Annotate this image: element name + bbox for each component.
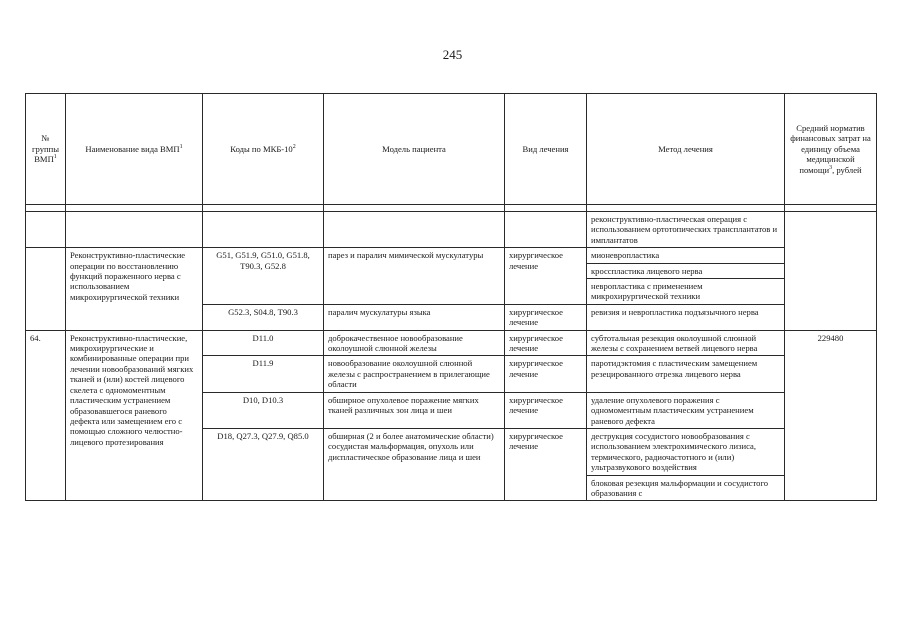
icd-codes-cell: D11.0 [203,330,324,356]
vmp-table [25,93,877,501]
header-group: № группы ВМП$^1$ [26,94,66,205]
method-cell: реконструктивно-пластическая операция с использованием ортотопических трансплантатов и имплантатов [587,212,785,248]
method-cell: паротидэктомия с пластическим замещением резецированного отрезка лицевого нерва [587,356,785,392]
icd-codes-cell: D10, D10.3 [203,392,324,428]
group-number-cell: 64. [26,330,66,501]
table-row [26,330,877,356]
treatment-cell: хирургическое лечение [505,304,587,330]
treatment-cell: хирургическое лечение [505,428,587,500]
treatment-cell: хирургическое лечение [505,330,587,356]
method-cell: субтотальная резекция околоушной слюнной железы с сохранением ветвей лицевого нерва [587,330,785,356]
method-cell: блоковая резекция мальформации и сосудистого образования с [587,475,785,501]
patient-model-cell: обширное опухолевое поражение мягких тканей различных зон лица и шеи [324,392,505,428]
cost-cell: 229480 [785,330,877,501]
patient-model-cell: паралич мускулатуры языка [324,304,505,330]
vmp-name-cell: Реконструктивно-пластические, микрохирургические и комбинированные операции при лечении новообразований мягких тканей и (или) костей лицевого скелета с одномоментным пластическим устранением образовавшегося раневого дефекта или замещением его с помощью сложного челюстно-лицевого протезирования [66,330,203,501]
patient-model-cell: парез и паралич мимической мускулатуры [324,248,505,305]
treatment-cell: хирургическое лечение [505,356,587,392]
method-cell: ревизия и невропластика подъязычного нерва [587,304,785,330]
icd-codes-cell: D18, Q27.3, Q27.9, Q85.0 [203,428,324,500]
spacer-row [26,205,877,212]
icd-codes-cell: G52.3, S04.8, T90.3 [203,304,324,330]
method-cell: мионевропластика [587,248,785,263]
icd-codes-cell: G51, G51.9, G51.0, G51.8, T90.3, G52.8 [203,248,324,305]
treatment-cell: хирургическое лечение [505,248,587,305]
header-method: Метод лечения [587,94,785,205]
icd-codes-cell: D11.9 [203,356,324,392]
header-icd-codes: Коды по МКБ-$10^2$ [203,94,324,205]
page-number: 245 [442,47,463,62]
header-row [26,94,877,205]
treatment-cell: хирургическое лечение [505,392,587,428]
method-cell: кросспластика лицевого нерва [587,263,785,278]
header-vmp-name: Наименование вида ВМП$^1$ [66,94,203,205]
table-row [26,212,877,248]
header-cost: Средний норматив финансовых затрат на единицу объема медицинской помощи$^3$, рублей [785,94,877,205]
table-row [26,248,877,263]
method-cell: невропластика с применением микрохирургической техники [587,279,785,305]
header-patient-model: Модель пациента [324,94,505,205]
patient-model-cell: доброкачественное новообразование околоушной слюнной железы [324,330,505,356]
method-cell: деструкция сосудистого новообразования с использованием электрохимического лизиса, термического, радиочастотного и (или) ультразвукового воздействия [587,428,785,475]
method-cell: удаление опухолевого поражения с одномоментным пластическим устранением раневого дефекта [587,392,785,428]
header-treatment-type: Вид лечения [505,94,587,205]
vmp-name-cell: Реконструктивно-пластические операции по восстановлению функций пораженного нерва с использованием микрохирургической техники [66,248,203,330]
patient-model-cell: обширная (2 и более анатомические области) сосудистая мальформация, опухоль или диспластическое образование лица и шеи [324,428,505,500]
patient-model-cell: новообразование околоушной слюнной железы с распространением в прилегающие области [324,356,505,392]
